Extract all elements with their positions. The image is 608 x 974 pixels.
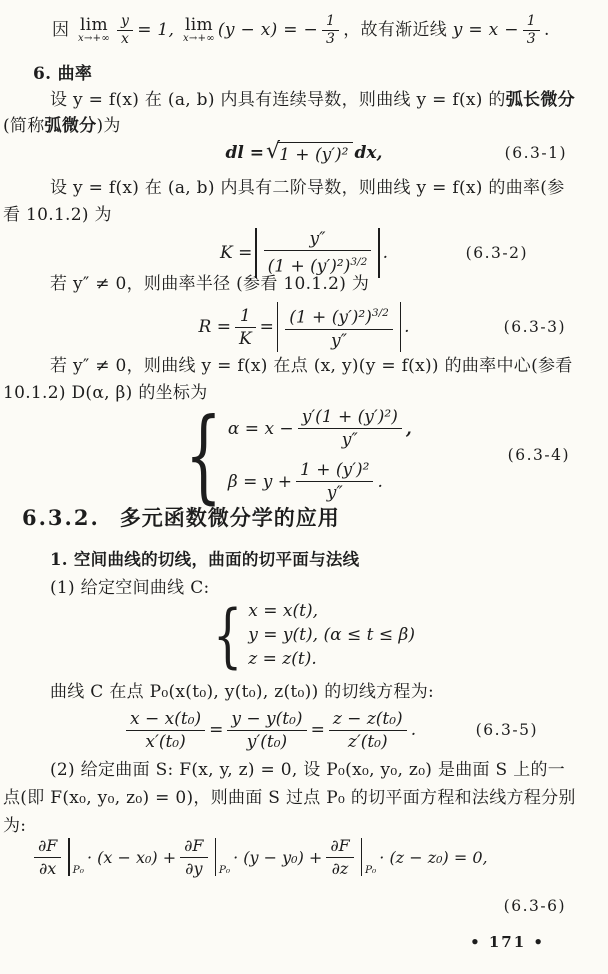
text-asymptote-eq: y = x − [452,20,519,40]
radical-sign: √ [266,138,281,164]
paragraph-curvature-line1: 设 y = f(x) 在 (a, b) 内具有二阶导数，则曲线 y = f(x) 的曲率(参 [50,178,565,198]
equation-number: (6.3-5) [475,721,538,739]
term-arc-length-differential: 弧长微分 [505,90,575,110]
equation-number: (6.3-2) [465,244,528,262]
radicand: 1 + (y′)² [277,142,352,165]
square-root [266,138,352,165]
text: 设 y = f(x) 在 (a, b) 内具有连续导数，则曲线 y = f(x) 的 [50,90,506,110]
term: · (y − y₀) + [233,847,323,867]
eq-tail: . [404,317,410,337]
abs-bar-right [400,302,401,352]
equation-radius [0,298,608,356]
cases-lines [228,407,412,503]
equation-number: (6.3-3) [503,318,566,336]
heading-curvature: 6. 曲率 [33,64,93,84]
fraction-y-over-x [117,14,133,47]
equals-sign: = [310,720,325,740]
fraction-denominator: ∂z [326,857,353,879]
paragraph-tangent-equation: 曲线 C 在点 P₀(x(t₀), y(t₀), z(t₀)) 的切线方程为: [50,682,435,702]
paragraph-arc-differential-line1 [50,88,575,112]
fraction-numerator: ∂F [184,835,204,855]
fraction-numerator: y [120,12,130,29]
param-z: z = z(t). [248,648,317,669]
fraction-one-over-K [235,306,256,349]
fraction-denominator: y″ [296,481,373,503]
lim-subscript: x→+∞ [78,32,110,44]
equation-tangent-plane [0,832,608,882]
text: )为 [96,116,121,136]
fraction-numerator: y − y(t₀) [231,708,303,729]
abs-bar-left [277,302,278,352]
paragraph-surface-line1: (2) 给定曲面 S: F(x, y, z) = 0, 设 P₀(x₀, y₀, z₀) 是曲面 S 上的一 [50,760,566,780]
eq-tail: . [410,720,417,740]
evaluation-bar [68,838,69,876]
fraction-denominator: y′(t₀) [227,730,306,752]
cases-lines [248,600,415,671]
fraction [298,407,402,450]
equation-parametric-curve [0,594,608,676]
num-exponent: 3/2 [371,307,389,320]
evaluation-point: P₀ [218,864,231,876]
fraction-denominator: z′(t₀) [329,730,407,752]
fraction-numerator [285,303,393,329]
section-heading-632 [22,506,340,530]
equation-tangent-line [0,704,608,756]
left-brace: { [185,395,222,515]
fraction-numerator: x − x(t₀) [130,708,202,729]
text-hence-asymptote: ，故有渐近线 [343,20,448,40]
limit-expression-1 [78,14,110,44]
cases-group [213,594,415,676]
fraction-one-third [322,14,339,47]
page-number: • 171 • [470,933,545,951]
text-yin: 因 [52,20,70,40]
fraction-x [126,709,205,752]
lhs: α = x − [227,418,294,439]
section-title: 多元函数微分学的应用 [119,505,340,530]
eq-rhs: dx, [354,143,383,163]
fraction-y [227,709,306,752]
fraction-denominator: y″ [285,329,393,351]
equation-center-coordinates [0,395,608,515]
num-base: (1 + (y′)²) [289,307,372,328]
partial-fraction-z [326,836,353,879]
param-y: y = y(t), (α ≤ t ≤ β) [248,624,415,645]
text-y-minus-x: (y − x) = − [217,20,319,40]
section-number: 6.3.2. [22,505,100,530]
fraction-numerator: 1 [526,12,536,29]
term: · (z − z₀) = 0, [379,847,488,867]
paragraph-center-line1: 若 y″ ≠ 0，则曲线 y = f(x) 在点 (x, y)(y = f(x)) 的曲率中心(参看 [50,356,573,376]
den-exponent: 3/2 [350,256,368,269]
fraction-denominator: 3 [322,30,339,47]
abs-bar-right [378,228,379,278]
fraction-one-third [523,14,540,47]
paragraph-surface-line2: 点(即 F(x₀, y₀, z₀) = 0)，则曲面 S 过点 P₀ 的切平面方程和法线方程分别 [3,788,576,808]
text-equals-one: = 1, [137,20,175,40]
fraction [296,460,373,503]
fraction-numerator: 1 [326,12,336,29]
partial-fraction-y [180,836,207,879]
fraction-numerator: 1 + (y′)² [300,460,370,480]
equals-sign: = [209,720,224,740]
equation-arc-differential [0,134,608,172]
fraction-denominator: x [117,30,133,47]
fraction-numerator: y″ [309,229,326,250]
lim-operator: lim [80,14,108,35]
limit-expression-2 [182,14,215,44]
cases-group [185,395,412,515]
paragraph-surface-line3: 为: [3,816,27,836]
fraction-numerator: ∂F [38,835,58,855]
equation-number: (6.3-1) [504,144,567,162]
fraction-denominator: y″ [298,428,402,450]
fraction-denominator: x′(t₀) [126,730,205,752]
evaluation-point: P₀ [72,864,84,876]
equals-sign: = [259,317,274,337]
paragraph-center-line2: 10.1.2) D(α, β) 的坐标为 [3,383,208,403]
left-brace: { [213,594,243,676]
fraction-denominator: ∂y [180,857,207,879]
equation-number: (6.3-4) [507,446,570,464]
paragraph-curvature-line2: 看 10.1.2) 为 [3,205,112,225]
eq-lhs: K = [220,243,253,263]
param-x: x = x(t), [248,600,319,621]
eq-lhs: R = [198,317,231,337]
partial-fraction-x [34,836,61,879]
equation-number-636: (6.3-6) [503,897,566,915]
paragraph-asymptote [52,8,550,52]
fraction-denominator: K [235,327,256,349]
eq-lhs: dl = [225,143,265,163]
abs-bar-left [255,228,256,278]
term-arc-differential: 弧微分 [44,116,97,136]
fraction-numerator: 1 [239,305,251,326]
lhs: β = y + [227,471,293,492]
case-line-alpha [228,407,412,450]
fraction-numerator: z − z(t₀) [332,708,403,729]
subheading-tangent-lines: 1. 空间曲线的切线，曲面的切平面与法线 [50,550,360,569]
evaluation-bar [361,838,362,876]
fraction-radius [285,303,393,351]
fraction-z [329,709,407,752]
tail: , [405,418,412,439]
den-base: (1 + (y′)²) [267,256,351,277]
evaluation-bar [215,838,216,876]
fraction-denominator: 3 [523,30,540,47]
fraction-numerator: ∂F [330,835,350,855]
tail: . [377,471,383,492]
paragraph-given-curve: (1) 给定空间曲线 C: [50,578,210,598]
term: · (x − x₀) + [86,847,177,867]
text: (简称 [3,116,45,136]
fraction-numerator: y′(1 + (y′)²) [301,407,398,427]
lim-operator: lim [185,14,213,35]
eq-tail: . [382,243,388,263]
text-period: . [544,20,550,40]
fraction-curvature [264,229,372,277]
lim-subscript: x→+∞ [182,32,215,44]
fraction-denominator: ∂x [34,857,61,879]
case-line-beta [228,460,383,503]
evaluation-point: P₀ [364,864,377,876]
paragraph-radius: 若 y″ ≠ 0，则曲率半径 (参看 10.1.2) 为 [50,274,370,294]
